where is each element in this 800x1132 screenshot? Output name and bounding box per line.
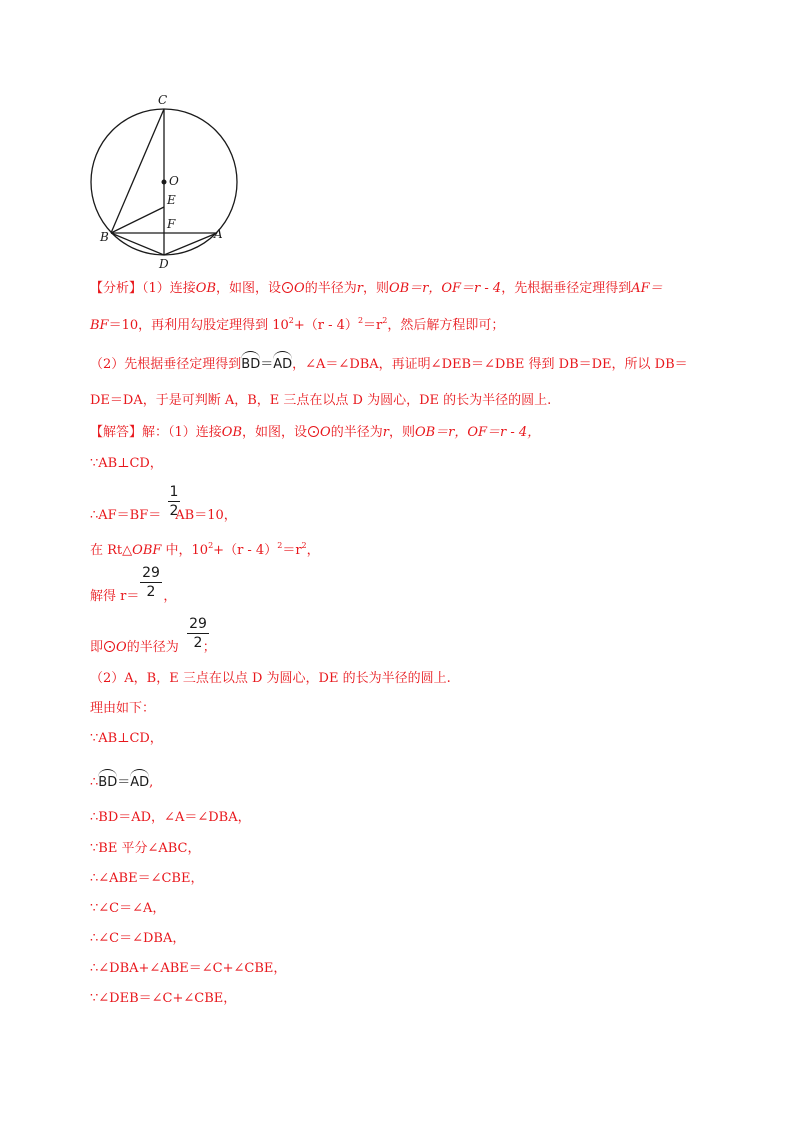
solution-line-17: ∵∠DEB＝∠C+∠CBE， bbox=[90, 991, 237, 1006]
center-point bbox=[162, 180, 167, 185]
solution-line-1: 【解答】解：（1）连接OB，如图，设 O的半径为r，则OB＝r，OF＝r - 4， bbox=[90, 425, 541, 440]
fraction-29-over-2-b: 29 2 bbox=[187, 616, 209, 651]
solution-line-5: 解得 r＝ ， bbox=[90, 589, 177, 604]
solution-line-15: ∴∠C＝∠DBA， bbox=[90, 931, 186, 946]
arc-ad: AD bbox=[273, 352, 292, 374]
solution-line-3: ∴AF＝BF＝ AB＝10， bbox=[90, 508, 237, 523]
solution-line-9: ∵AB⊥CD， bbox=[90, 731, 163, 746]
fraction-one-half: 1 2 bbox=[169, 484, 179, 519]
label-d: D bbox=[159, 257, 169, 270]
solution-line-7: （2）A，B，E 三点在以点 D 为圆心，DE 的长为半径的圆上. bbox=[90, 671, 451, 686]
segment-ad bbox=[164, 233, 217, 255]
solution-line-14: ∵∠C＝∠A， bbox=[90, 901, 166, 916]
label-c: C bbox=[158, 93, 168, 107]
solution-line-2: ∵AB⊥CD， bbox=[90, 456, 163, 471]
circle-symbol-icon bbox=[308, 426, 319, 437]
analysis-line-1: 【分析】（1）连接OB，如图，设 O的半径为r，则OB＝r，OF＝r - 4，先根据垂径定理得到AF＝ bbox=[90, 281, 663, 296]
solution-line-8: 理由如下： bbox=[90, 701, 156, 716]
circle-figure bbox=[86, 90, 246, 270]
segment-bc bbox=[111, 109, 164, 233]
solution-line-6: 即 O的半径为 ； bbox=[90, 640, 216, 655]
analysis-line-3: （2）先根据垂径定理得到BD＝AD，∠A＝∠DBA，再证明∠DEB＝∠DBE 得到 DB＝DE，所以 DB＝ bbox=[90, 352, 688, 374]
solution-line-13: ∴∠ABE＝∠CBE， bbox=[90, 871, 204, 886]
solution-tag: 【解答】 bbox=[90, 425, 143, 440]
label-f: F bbox=[167, 217, 176, 231]
solution-line-11: ∴BD＝AD，∠A＝∠DBA， bbox=[90, 810, 251, 825]
arc-bd: BD bbox=[241, 352, 260, 374]
solution-line-4: 在 Rt△OBF 中，$10^2+(r - 4)^2=r^2$， bbox=[90, 541, 320, 558]
label-o: O bbox=[169, 174, 179, 188]
analysis-tag: 【分析】 bbox=[90, 281, 143, 296]
solution-line-16: ∴∠DBA+∠ABE＝∠C+∠CBE， bbox=[90, 961, 287, 976]
label-e: E bbox=[167, 193, 176, 207]
circle-symbol-icon bbox=[282, 282, 293, 293]
analysis-line-2: BF＝10，再利用勾股定理得到 $10^2+(r - 4)^2=r^2$，然后解方程即可； bbox=[90, 316, 505, 333]
label-a: A bbox=[214, 227, 223, 241]
segment-be bbox=[111, 207, 164, 233]
solution-line-12: ∵BE 平分∠ABC， bbox=[90, 841, 201, 856]
arc-bd-2: BD bbox=[98, 770, 117, 792]
circle-symbol-icon bbox=[104, 641, 115, 652]
solution-line-10: ∴BD＝AD, bbox=[90, 770, 153, 792]
fraction-29-over-2: 29 2 bbox=[140, 565, 162, 600]
arc-ad-2: AD bbox=[130, 770, 149, 792]
analysis-line-4: DE＝DA，于是可判断 A，B，E 三点在以点 D 为圆心，DE 的长为半径的圆上. bbox=[90, 393, 552, 408]
label-b: B bbox=[100, 230, 109, 244]
segment-bd bbox=[111, 233, 164, 255]
